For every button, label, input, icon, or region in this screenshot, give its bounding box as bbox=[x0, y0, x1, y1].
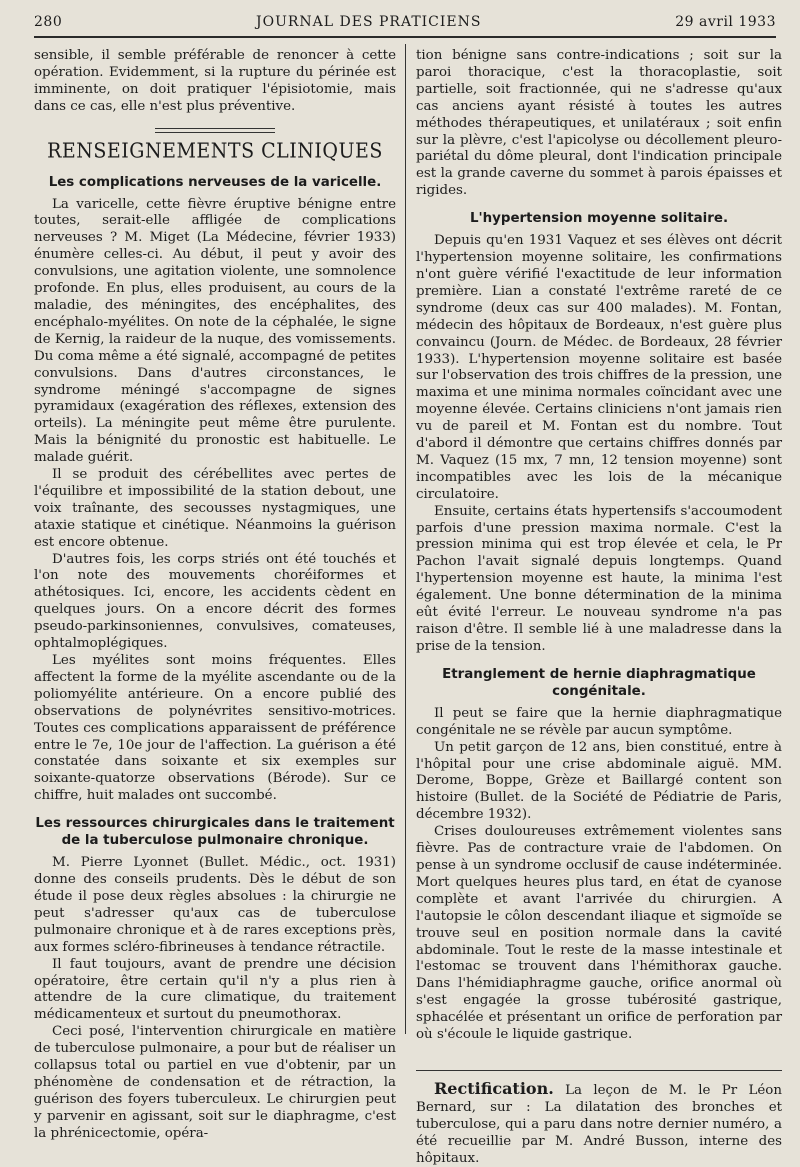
rectification-body: La leçon de M. le Pr Léon Bernard, sur : La dilatation des bronches et tuberculose, qui a paru dans notre dernier numéro, a été recueillie par M. André Busson, interne des hôpitaux. bbox=[416, 1082, 782, 1166]
right-column bbox=[416, 48, 782, 1167]
article-title-tuberculose: Les ressources chirurgicales dans le traitement de la tuberculose pulmonaire chronique. bbox=[35, 816, 395, 849]
paragraph: Les myélites sont moins fréquentes. Elles affectent la forme de la myélite ascendante ou de la poliomyélite antérieure. On a encore publié des observations de polynévrites sensitivo-motrices. Toutes ces complications apparaissent de préférence entre le 7e, 10e jour de l'affection. La guérison a été constatée dans soixante et six exemples sur soixante-quatorze observations (Bérode). Sur ce chiffre, huit malades ont succombé. bbox=[34, 653, 396, 804]
section-title: RENSEIGNEMENTS CLINIQUES bbox=[47, 138, 383, 163]
page-number: 280 bbox=[34, 14, 63, 30]
issue-date: 29 avril 1933 bbox=[675, 14, 776, 30]
rectification-note bbox=[416, 1070, 782, 1167]
paragraph: Depuis qu'en 1931 Vaquez et ses élèves ont décrit l'hypertension moyenne solitaire, les confirmations n'ont guère vérifié l'exactitude de leur information première. Lian a constaté l'extrême rareté de ce syndrome (deux cas sur 400 malades). M. Fontan, médecin des hôpitaux de Bordeaux, n'est guère plus convaincu (Journ. de Médec. de Bordeaux, 28 février 1933). L'hypertension moyenne solitaire est basée sur l'observation des trois chiffres de la pression, une maxima et une minima normales coïncidant avec une moyenne élevée. Certains cliniciens n'ont jamais rien vu de pareil et M. Fontan est du nombre. Tout d'abord il démontre que certains chiffres donnés par M. Vaquez (15 mx, 7 mn, 12 tension moyenne) sont incompatibles avec les lois de la mécanique circulatoire. bbox=[416, 233, 782, 502]
paragraph: Ensuite, certains états hypertensifs s'accoumodent parfois d'une pression maxima normale. C'est la pression minima qui est trop élevée et cela, le Pr Pachon l'avait signalé depuis longtemps. Quand l'hypertension moyenne est haute, la minima l'est également. Une bonne détermination de la minima eût évité l'erreur. Le nouveau syndrome n'a pas raison d'être. Il semble lié à une maladresse dans la prise de la tension. bbox=[416, 503, 782, 654]
intro-paragraph: sensible, il semble préférable de renoncer à cette opération. Evidemment, si la rupture du périnée est imminente, on doit pratiquer l'épisiotomie, mais dans ce cas, elle n'est plus préventive. bbox=[34, 48, 396, 114]
header-rule bbox=[34, 36, 776, 38]
journal-title: JOURNAL DES PRATICIENS bbox=[255, 14, 482, 30]
continued-paragraph: tion bénigne sans contre-indications ; soit sur la paroi thoracique, c'est la thoracoplastie, soit partielle, soit fractionnée, qui ne s'adresse qu'aux cas anciens ayant résisté à toutes les autres méthodes thérapeutiques, et unilatéraux ; soit enfin sur la plèvre, c'est l'apicolyse ou décollement pleuro-pariétal du dôme pleural, dont l'indication principale est la grande caverne du sommet à parois épaisses et rigides. bbox=[416, 48, 782, 199]
paragraph: La varicelle, cette fièvre éruptive bénigne entre toutes, serait-elle affligée de complications nerveuses ? M. Miget (La Médecine, février 1933) énumère celles-ci. Au début, il peut y avoir des convulsions, une agitation violente, une somnolence profonde. En plus, elles produisent, au cours de la maladie, des méningites, des encéphalites, des encéphalo-myélites. On note de la céphalée, le signe de Kernig, la raideur de la nuque, des vomissements. Du coma même a été signalé, accompagné de petites convulsions. Dans d'autres circonstances, le syndrome méningé s'accompagne de signes pyramidaux (exagération des réflexes, extension des orteils). La méningite peut même être purulente. Mais la bénignité du pronostic est habituelle. Le malade guérit. bbox=[34, 196, 396, 466]
left-column bbox=[34, 48, 396, 1143]
paragraph: Il peut se faire que la hernie diaphragmatique congénitale ne se révèle par aucun symptôme. bbox=[416, 705, 782, 738]
article-title-varicelle: Les complications nerveuses de la varicelle. bbox=[48, 174, 382, 190]
paragraph: Il faut toujours, avant de prendre une décision opératoire, être certain qu'il n'y a plus rien à attendre de la cure climatique, du traitement médicamenteux et surtout du pneumothorax. bbox=[34, 956, 396, 1023]
column-separator bbox=[405, 44, 406, 1034]
paragraph: M. Pierre Lyonnet (Bullet. Médic., oct. 1931) donne des conseils prudents. Dès le début de son étude il pose deux règles absolues : la chirurgie ne peut s'adresser qu'aux cas de tuberculose pulmonaire chronique et à de rares exceptions près, aux formes scléro-fibrineuses à tendance rétractile. bbox=[34, 855, 396, 955]
paragraph: Un petit garçon de 12 ans, bien constitué, entre à l'hôpital pour une crise abdominale aiguë. MM. Derome, Boppe, Grèze et Baillargé content son histoire (Bullet. de la Société de Pédiatrie de Paris, décembre 1932). bbox=[416, 739, 782, 823]
page-header bbox=[34, 14, 776, 36]
paragraph: Ceci posé, l'intervention chirurgicale en matière de tuberculose pulmonaire, a pour but de réaliser un collapsus total ou partiel en vue d'obtenir, par un phénomène de condensation et de rétraction, la guérison des foyers tuberculeux. Le chirurgien peut y parvenir en agissant, soit sur le diaphragme, c'est la phrénicectomie, opéra- bbox=[34, 1024, 396, 1141]
paragraph: Il se produit des cérébellites avec pertes de l'équilibre et impossibilité de la station debout, une voix traînante, des secousses nystagmiques, une ataxie statique et cinétique. Néanmoins la guérison est encore obtenue. bbox=[34, 467, 396, 550]
rectification-heading: Rectification. bbox=[434, 1078, 554, 1098]
paragraph: D'autres fois, les corps striés ont été touchés et l'on note des mouvements choréiformes et athétosiques. Ici, encore, les accidents cèdent en quelques jours. On a encore décrit des formes pseudo-parkinsoniennes, convulsives, comateuses, ophtalmoplégiques. bbox=[34, 551, 396, 652]
section-divider bbox=[155, 128, 275, 133]
paragraph: Crises douloureuses extrêmement violentes sans fièvre. Pas de contracture vraie de l'abdomen. On pense à un syndrome occlusif de cause indéterminée. Mort quelques heures plus tard, en état de cyanose complète et avant l'arrivée du chirurgien. A l'autopsie le côlon descendant iliaque et sigmoïde se trouve seul en position normale dans la cavité abdominale. Tout le reste de la masse intestinale et l'estomac se trouvent dans l'hémithorax gauche. Dans l'hémidiaphragme gauche, orifice anormal où s'est engagée la grosse tubérosité gastrique, sphacélée et présentant un orifice de perforation par où s'écoule le liquide gastrique. bbox=[416, 824, 782, 1043]
article-title-hernie: Etranglement de hernie diaphragmatique congénitale. bbox=[442, 666, 756, 699]
article-title-hypertension: L'hypertension moyenne solitaire. bbox=[469, 211, 729, 227]
